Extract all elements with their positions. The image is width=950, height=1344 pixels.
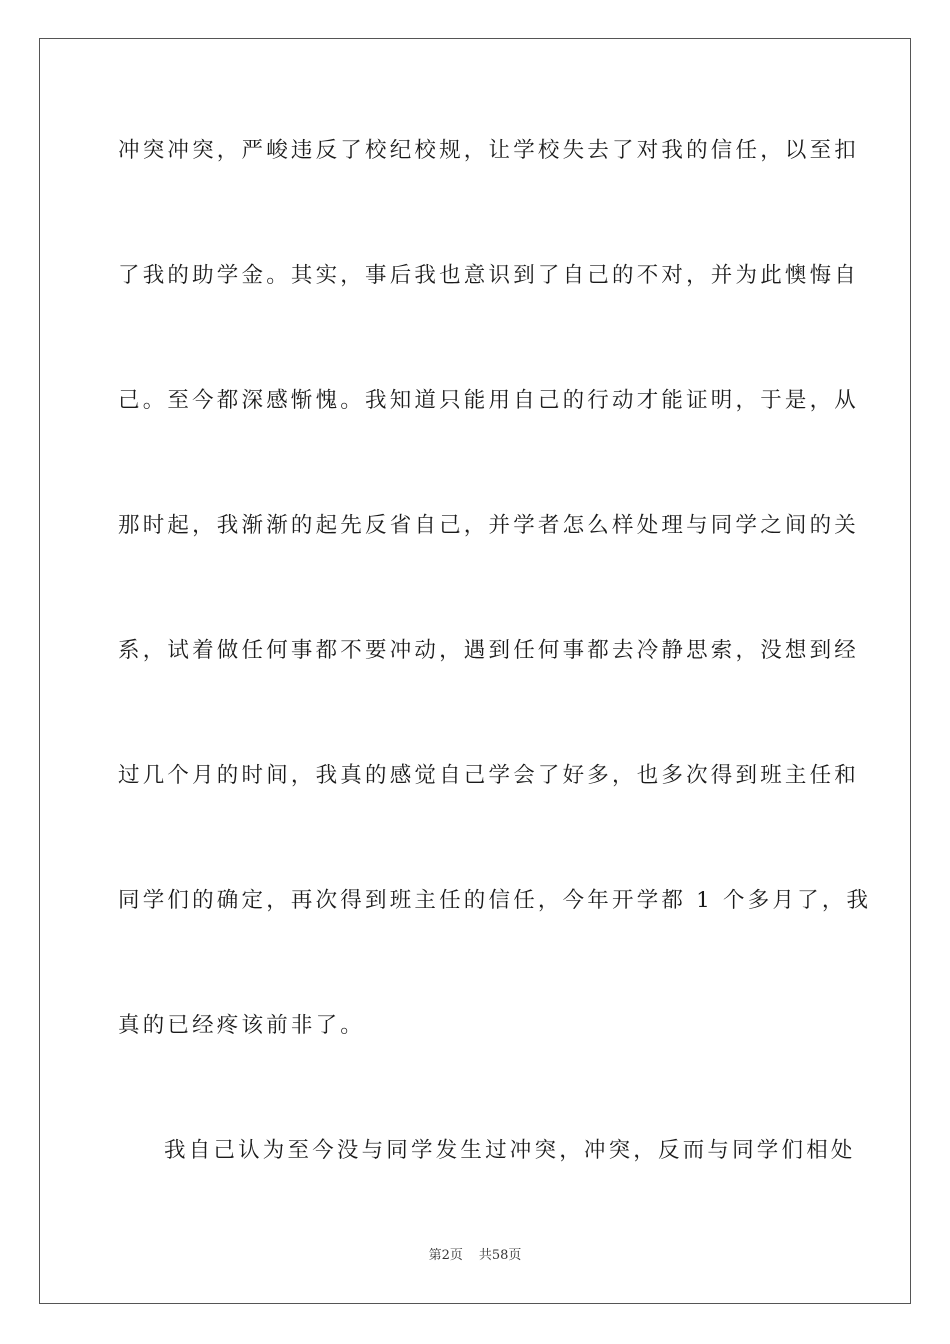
text-line: 真的已经疼该前非了。	[118, 1013, 366, 1038]
text-line: 己。至今都深感惭愧。我知道只能用自己的行动才能证明，于是，从	[118, 388, 860, 413]
text-line: 系，试着做任何事都不要冲动，遇到任何事都去冷静思索，没想到经	[118, 638, 860, 663]
text-line: 那时起，我渐渐的起先反省自己，并学者怎么样处理与同学之间的关	[118, 513, 860, 538]
text-line: 冲突冲突，严峻违反了校纪校规，让学校失去了对我的信任，以至扣	[118, 138, 860, 163]
page-footer	[0, 1247, 950, 1265]
page-border	[39, 38, 911, 1304]
text-line: 同学们的确定，再次得到班主任的信任，今年开学都 1 个多月了，我	[118, 888, 872, 913]
text-line: 过几个月的时间，我真的感觉自己学会了好多，也多次得到班主任和	[118, 763, 860, 788]
page-number: 第2页	[428, 1248, 463, 1263]
total-pages: 共58页	[478, 1248, 522, 1263]
paragraph-first-line: 我自己认为至今没与同学发生过冲突，冲突，反而与同学们相处	[164, 1138, 856, 1163]
text-line: 了我的助学金。其实，事后我也意识到了自己的不对，并为此懊悔自	[118, 263, 860, 288]
